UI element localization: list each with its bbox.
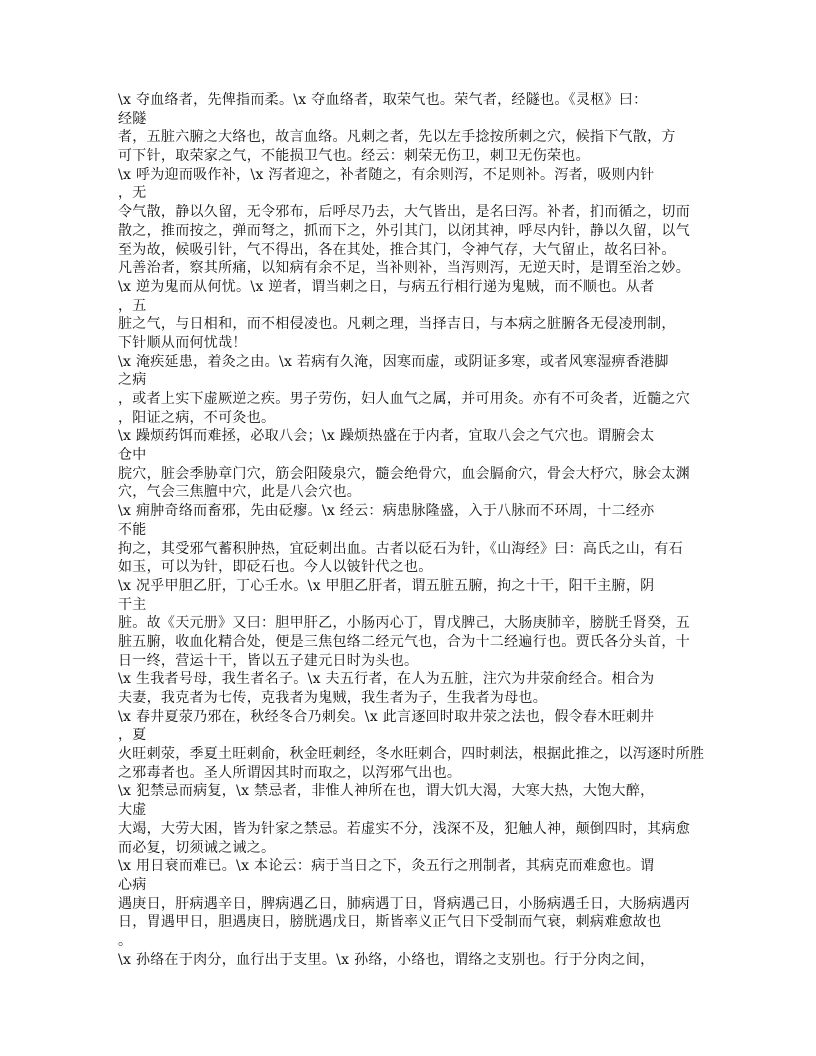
text-line: 下针顺从而何忧哉！ bbox=[118, 334, 247, 351]
text-line: 干主 bbox=[118, 596, 147, 613]
text-line: \x 用日衰而难已。\x 本论云：病于当日之下，灸五行之刑制者，其病克而难愈也。谓 bbox=[118, 858, 655, 875]
text-line: 。 bbox=[118, 932, 133, 949]
text-line: \x 夺血络者，先俾指而柔。\x 夺血络者，取荣气也。荣气者，经隧也。《灵枢》曰： bbox=[118, 92, 648, 108]
text-line: 仓中 bbox=[118, 447, 147, 464]
text-line: 夫妻，我克者为七传，克我者为鬼贼，我生者为子，生我者为母也。 bbox=[118, 690, 547, 706]
text-line: \x 春井夏荥乃邪在，秋经冬合乃刺矣。\x 此言逐回时取井荥之法也，假令春木旺刺井 bbox=[118, 708, 655, 725]
text-line: 之邪毒者也。圣人所谓因其时而取之，以泻邪气出也。 bbox=[118, 764, 462, 781]
text-line: 日，胃遇甲日，胆遇庚日，膀胱遇戊日，斯皆率义正气日下受制而气衰，刺病难愈故也 bbox=[118, 914, 662, 931]
text-line: 可下针，取荣家之气，不能损卫气也。经云：刺荣无伤卫，刺卫无伤荣也。 bbox=[118, 148, 590, 165]
text-line: 脘穴，脏会季胁章门穴，筋会阳陵泉穴，髓会绝骨穴，血会膈俞穴，骨会大杼穴，脉会太渊 bbox=[118, 465, 690, 482]
text-line: ，阳证之病，不可灸也。 bbox=[118, 409, 276, 426]
text-line: 穴，气会三焦膻中穴，此是八会穴也。 bbox=[118, 484, 362, 501]
text-line: 拘之，其受邪气蓄积肿热，宜砭刺出血。古者以砭石为针，《山海经》曰：高氏之山，有石 bbox=[118, 540, 683, 557]
text-line: \x 痈肿奇络而畜邪，先由砭瘳。\x 经云：病患脉隆盛，入于八脉而不环周，十二经亦 bbox=[118, 503, 655, 520]
text-line: 者，五脏六腑之大络也，故言血络。凡刺之者，先以左手捻按所刺之穴，候指下气散，方 bbox=[118, 129, 676, 146]
text-line: 脏之气，与日相和，而不相侵凌也。凡刺之理，当择吉日，与本病之脏腑各无侵凌刑制， bbox=[118, 316, 676, 333]
text-line: 大竭，大劳大困，皆为针家之禁忌。若虚实不分，浅深不及，犯触人神，颠倒四时，其病愈 bbox=[118, 820, 690, 837]
text-line: 大虚 bbox=[118, 802, 147, 819]
text-line bbox=[118, 969, 698, 988]
text-line: \x 孙络在于肉分，血行出于支里。\x 孙络，小络也，谓络之支别也。行于分肉之间， bbox=[118, 951, 655, 968]
text-line: ，无 bbox=[118, 185, 147, 202]
text-line: \x 生我者号母，我生者名子。\x 夫五行者，在人为五脏，注穴为井荥俞经合。相合为 bbox=[118, 671, 655, 688]
text-line: \x 淹疾延患，着灸之由。\x 若病有久淹，因寒而虚，或阴证多寒，或者风寒湿痹香港脚 bbox=[118, 353, 669, 370]
text-line: 令气散，静以久留，无令邪布，后呼尽乃去，大气皆出，是名曰泻。补者，扪而循之，切而 bbox=[118, 204, 690, 221]
text-line: \x 逆为鬼而从何忧。\x 逆者，谓当刺之日，与病五行相行递为鬼贼，而不顺也。从者 bbox=[118, 278, 655, 295]
text-line: ，夏 bbox=[118, 727, 147, 744]
text-line: 心病 bbox=[118, 876, 147, 893]
text-line: \x 呼为迎而吸作补，\x 泻者迎之，补者随之，有余则泻，不足则补。泻者，吸则内针 bbox=[118, 166, 655, 183]
document-page bbox=[118, 91, 705, 988]
text-line: 经隧 bbox=[118, 110, 147, 127]
text-line: \x 况乎甲胆乙肝，丁心壬水。\x 甲胆乙肝者，谓五脏五腑，拘之十干，阳干主腑，阴 bbox=[118, 577, 655, 594]
text-line: 遇庚日，肝病遇辛日，脾病遇乙日，肺病遇丁日，肾病遇己日，小肠病遇壬日，大肠病遇丙 bbox=[118, 895, 690, 912]
text-line: 而必复，切须诫之诫之。 bbox=[118, 839, 276, 856]
text-line: ，或者上实下虚厥逆之疾。男子劳伤，妇人血气之属，并可用灸。亦有不可灸者，近髓之穴 bbox=[118, 391, 690, 407]
text-line: 如玉，可以为针，即砭石也。今人以铍针代之也。 bbox=[118, 559, 433, 576]
text-line: 凡善治者，察其所痛，以知病有余不足，当补则补，当泻则泻，无逆天时，是谓至治之妙。 bbox=[118, 260, 690, 277]
text-line: 至为故，候吸引针，气不得出，各在其处，推合其门，令神气存，大气留止，故名曰补。 bbox=[118, 241, 676, 258]
text-line: 脏五腑，收血化精合处，便是三焦包络二经元气也，合为十二经遍行也。贾氏各分头首，十 bbox=[118, 633, 690, 650]
text-line: ，五 bbox=[118, 297, 147, 314]
text-line: \x 犯禁忌而病复，\x 禁忌者，非惟人神所在也，谓大饥大渴，大寒大热，大饱大醉， bbox=[118, 783, 655, 800]
text-line: 之病 bbox=[118, 372, 147, 389]
text-line: 日一终，营运十干，皆以五子建元日时为头也。 bbox=[118, 652, 419, 669]
text-line: 脏。故《天元册》又曰：胆甲肝乙，小肠丙心丁，胃戊脾己，大肠庚肺辛，膀胱壬肾癸，五 bbox=[118, 615, 690, 632]
text-line: 不能 bbox=[118, 521, 147, 538]
text-line: \x 躁烦药饵而难拯，必取八会；\x 躁烦热盛在于内者，宜取八会之气穴也。谓腑会太 bbox=[118, 428, 655, 445]
text-line: 火旺刺荥，季夏土旺刺俞，秋金旺刺经，冬水旺刺合，四时刺法，根据此推之，以泻逐时所胜 bbox=[118, 746, 705, 763]
text-line: 散之，推而按之，弹而弩之，抓而下之，外引其门，以闭其神，呼尽内针，静以久留，以气 bbox=[118, 222, 690, 239]
